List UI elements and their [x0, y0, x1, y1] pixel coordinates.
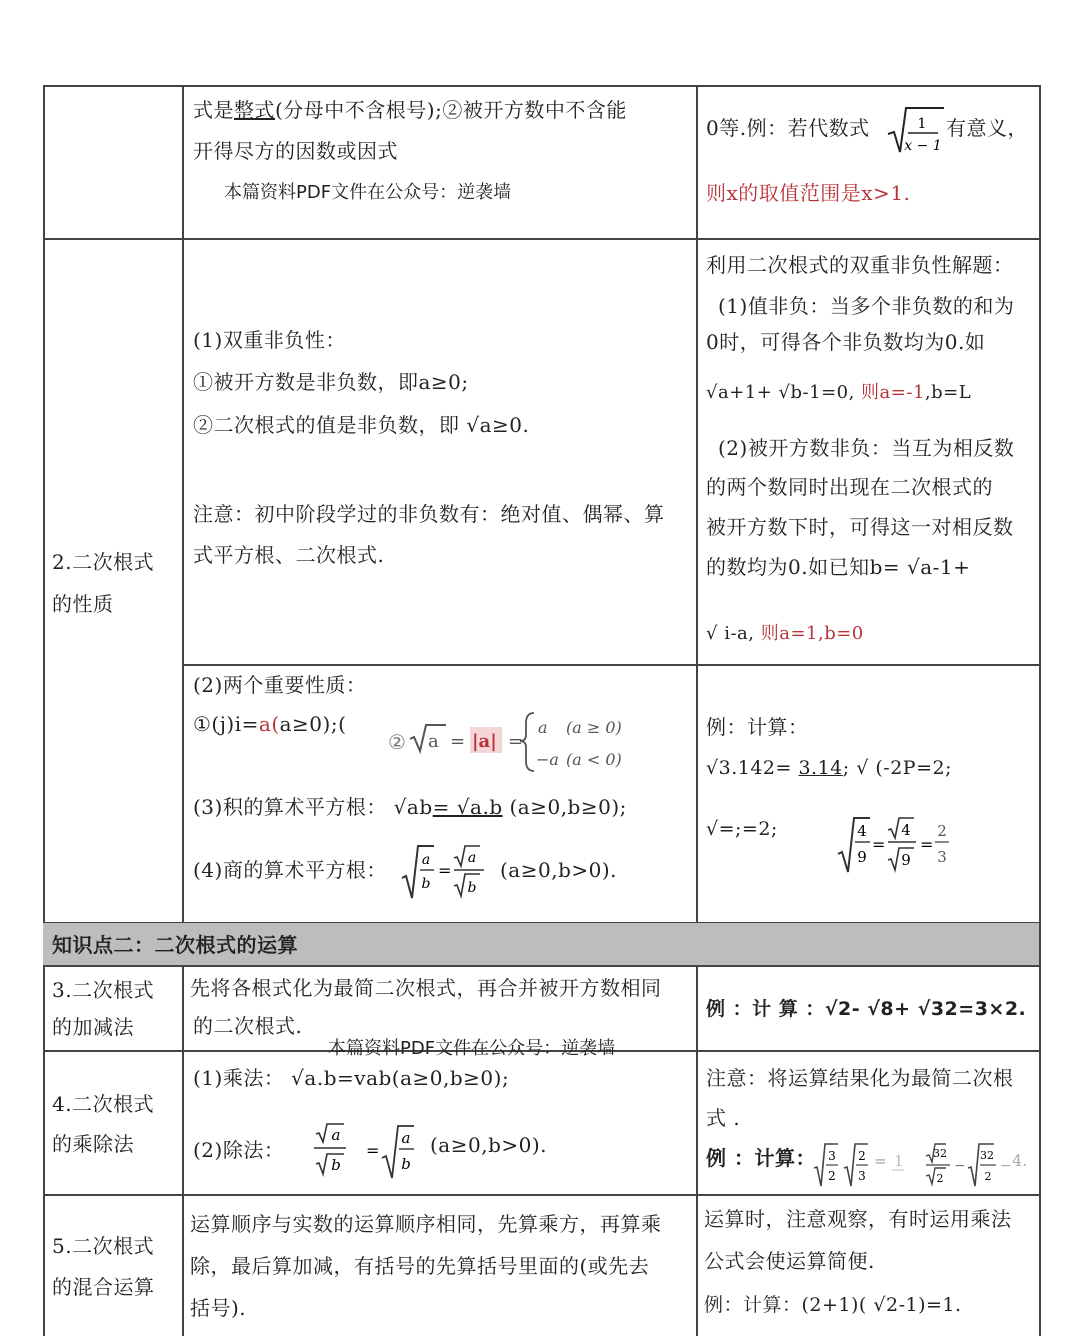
r5-left-line1: 5.二次根式 — [52, 1234, 155, 1258]
svg-text:4: 4 — [857, 822, 867, 840]
r2-bot-mid-3: (3)积的算术平方根： √ab= √a.b (a≥0,b≥0); — [193, 795, 627, 819]
svg-text:2: 2 — [984, 1170, 992, 1183]
svg-text:1: 1 — [894, 1152, 904, 1170]
r4-right-line1: 注意：将运算结果化为最简二次根 — [706, 1066, 1014, 1090]
r2-top-right2-2: 被开方数下时，可得这一对相反数 — [706, 515, 1014, 539]
r4-left-line2: 的乘除法 — [52, 1132, 134, 1156]
svg-text:a: a — [421, 852, 431, 868]
svg-text:=: = — [874, 1152, 887, 1170]
watermark: 本篇资料PDF文件在公众号：逆袭墙 — [224, 182, 512, 203]
table-left-border — [43, 85, 45, 1336]
r2-left-line2: 的性质 — [52, 592, 114, 616]
r2-eq2: √ i-a, 则a=1,b=0 — [706, 623, 864, 644]
row-divider — [43, 1194, 1040, 1196]
r2-top-mid-0: (1)双重非负性： — [193, 328, 346, 352]
watermark: 本篇资料PDF文件在公众号：逆袭墙 — [328, 1038, 616, 1059]
r4-mid-line2b: (a≥0,b>0). — [430, 1133, 548, 1157]
r2-top-right2-0: (2)被开方数非负：当互为相反数 — [718, 436, 1015, 460]
svg-text:4: 4 — [901, 821, 911, 839]
sqrt-fraction-example — [836, 814, 956, 876]
svg-text:x − 1: x − 1 — [904, 138, 942, 154]
svg-text:3: 3 — [937, 848, 947, 866]
sqrt-fraction-formula — [886, 104, 944, 156]
svg-text:b: b — [401, 1155, 411, 1173]
r2-bot-right-2: √=;=2; — [706, 818, 778, 840]
svg-text:=: = — [920, 835, 934, 854]
r1-mid-line1: 式是整式(分母中不含根号);②被开方数中不含能 — [193, 98, 627, 122]
column-divider — [182, 965, 184, 1336]
svg-text:32: 32 — [933, 1147, 947, 1160]
svg-text:2: 2 — [828, 1169, 836, 1183]
svg-text:②: ② — [388, 730, 406, 754]
r2-note-line1: 注意：初中阶段学过的非负数有：绝对值、偶幂、算 — [193, 502, 665, 526]
row-divider — [43, 965, 1040, 967]
r2-top-right2-1: 的两个数同时出现在二次根式的 — [706, 475, 993, 499]
r3-mid-line1: 先将各根式化为最简二次根式，再合并被开方数相同 — [190, 976, 662, 1000]
column-divider — [182, 85, 184, 923]
row-divider — [183, 664, 1040, 666]
r2-top-right-2: 0时，可得各个非负数均为0.如 — [706, 330, 986, 354]
r5-left-line2: 的混合运算 — [52, 1275, 155, 1299]
table-top-border — [43, 85, 1040, 87]
section-header-label: 知识点二：二次根式的运算 — [52, 933, 298, 957]
svg-text:−: − — [954, 1158, 966, 1174]
r5-mid-line3: 括号). — [190, 1296, 247, 1320]
r4-mid-line1: (1)乘法： √a.b=vab(a≥0,b≥0); — [193, 1066, 510, 1090]
r2-bot-mid-4a: (4)商的算术平方根： — [193, 858, 387, 882]
r5-mid-line1: 运算顺序与实数的运算顺序相同，先算乘方，再算乘 — [190, 1212, 662, 1236]
r4-right-line3: 例 ：计算： — [706, 1146, 816, 1170]
svg-text:=: = — [508, 731, 524, 752]
svg-text:3: 3 — [858, 1169, 866, 1183]
r2-top-right2-3: 的数均为0.如已知b= √a-1+ — [706, 555, 971, 579]
r2-top-mid-1: ①被开方数是非负数，即a≥0; — [193, 370, 469, 394]
r5-right-line1: 运算时，注意观察，有时运用乘法 — [704, 1207, 1012, 1231]
svg-text:2: 2 — [858, 1149, 866, 1163]
column-divider — [696, 85, 698, 923]
row-divider — [43, 238, 1040, 240]
svg-text:a: a — [331, 1126, 341, 1144]
r3-left-line1: 3.二次根式 — [52, 978, 155, 1002]
r2-top-right-0: 利用二次根式的双重非负性解题： — [706, 253, 1014, 277]
svg-text:a: a — [538, 718, 548, 737]
abs-value-formula — [386, 705, 636, 777]
svg-text:a: a — [467, 850, 477, 866]
svg-text:9: 9 — [857, 848, 867, 866]
r5-right-line3: 例：计算：(2+1)( √2-1)=1. — [704, 1294, 962, 1316]
svg-text:−a: −a — [536, 750, 559, 769]
r2-top-right-1: (1)值非负：当多个非负数的和为 — [718, 294, 1015, 318]
r5-right-line2: 公式会使运算简便. — [704, 1249, 875, 1273]
column-divider — [696, 965, 698, 1336]
r2-bot-right-1: √3.142= 3.14; √ (-2P=2; — [706, 757, 952, 779]
r1-right-line1a: 0等.例：若代数式 — [706, 116, 870, 140]
r1-right-line1b: 有意义， — [946, 116, 1028, 140]
r2-top-mid-2: ②二次根式的值是非负数，即 √a≥0. — [193, 413, 530, 437]
svg-text:=: = — [366, 1141, 380, 1160]
svg-text:=: = — [438, 861, 452, 880]
r3-right: 例 ：计 算 ：√2- √8+ √32=3×2. — [706, 998, 1027, 1020]
r3-left-line2: 的加减法 — [52, 1015, 134, 1039]
svg-text:=: = — [450, 731, 466, 752]
svg-text:2: 2 — [936, 1172, 944, 1185]
svg-text:2: 2 — [937, 822, 947, 840]
r2-bot-mid-1: ①(j)i=a(a≥0);( — [193, 712, 347, 736]
division-sqrt-formula — [312, 1122, 420, 1180]
svg-text:a: a — [428, 731, 439, 752]
r5-mid-line2: 除，最后算加减，有括号的先算括号里面的(或先去 — [190, 1254, 650, 1278]
svg-text:(a < 0): (a < 0) — [566, 750, 622, 769]
r4-left-line1: 4.二次根式 — [52, 1092, 155, 1116]
svg-text:4.: 4. — [1012, 1151, 1028, 1170]
quotient-sqrt-formula — [400, 842, 492, 902]
svg-text:(a ≥ 0): (a ≥ 0) — [566, 718, 622, 737]
svg-text:9: 9 — [901, 851, 911, 869]
mul-div-example — [812, 1140, 1034, 1190]
svg-text:b: b — [421, 876, 431, 892]
svg-text:b: b — [467, 880, 477, 896]
r3-mid-line2: 的二次根式. — [193, 1014, 303, 1038]
r2-note-line2: 式平方根、二次根式. — [193, 543, 385, 567]
svg-text:a: a — [401, 1129, 411, 1147]
r4-right-line2: 式 . — [706, 1106, 741, 1130]
r2-eq1: √a+1+ √b-1=0, 则a=-1,b=L — [706, 382, 972, 403]
svg-text:−: − — [1000, 1158, 1012, 1174]
svg-text:|a|: |a| — [472, 731, 497, 752]
svg-text:=: = — [872, 835, 886, 854]
r2-left-line1: 2.二次根式 — [52, 550, 155, 574]
table-right-border — [1039, 85, 1041, 1336]
r1-mid-line2: 开得尽方的因数或因式 — [193, 139, 398, 163]
r1-right-line2: 则x的取值范围是x>1. — [706, 181, 911, 205]
svg-text:1: 1 — [917, 116, 927, 132]
r4-mid-line2a: (2)除法： — [193, 1138, 285, 1162]
svg-text:3: 3 — [828, 1149, 836, 1163]
svg-text:b: b — [331, 1156, 341, 1174]
svg-text:32: 32 — [980, 1149, 994, 1162]
r2-bot-right-title: 例：计算： — [706, 715, 809, 739]
r2-bot-mid-4b: (a≥0,b>0). — [500, 858, 618, 882]
r2-bot-mid-title: (2)两个重要性质： — [193, 673, 367, 697]
